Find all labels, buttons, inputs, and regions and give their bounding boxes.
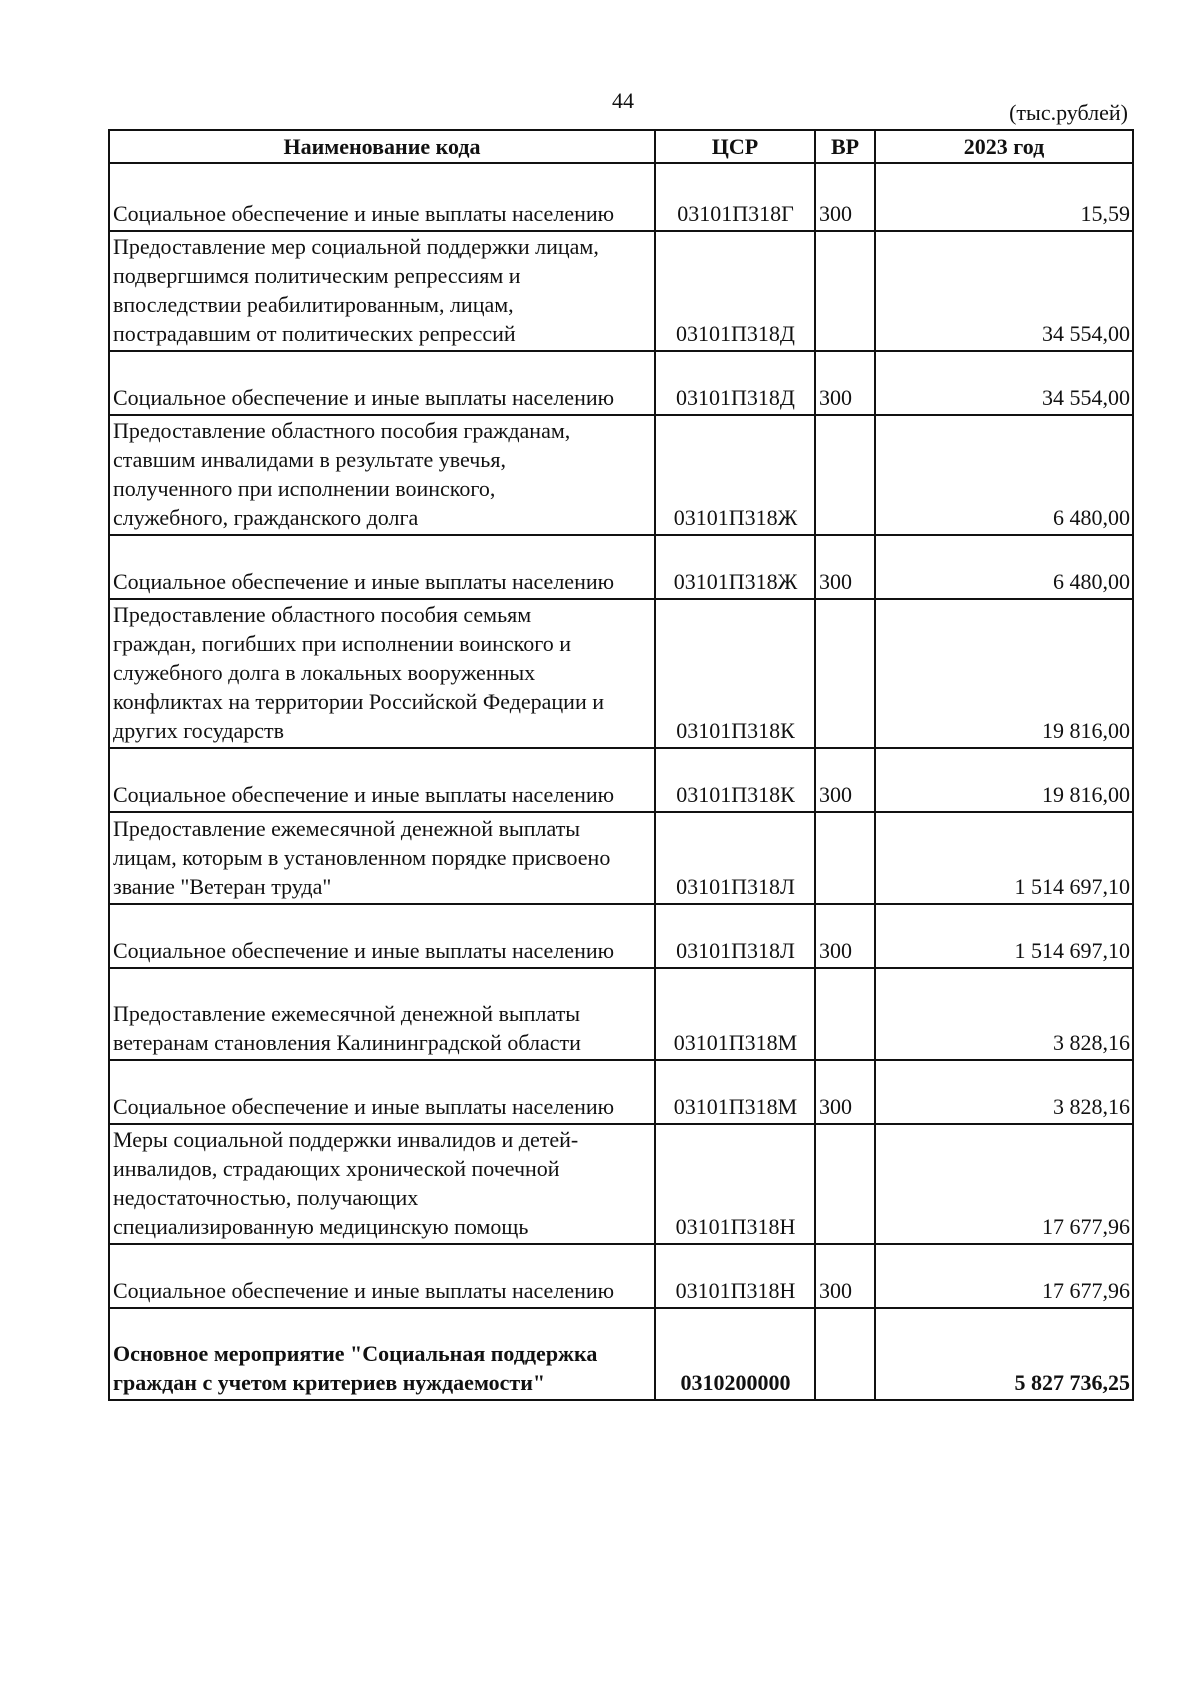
header-vr: ВР: [815, 130, 875, 163]
row-name-line: ставшим инвалидами в результате увечья,: [113, 447, 506, 472]
table-header-row: [109, 130, 1133, 163]
row-name-line: Предоставление областного пособия гражданам,: [113, 418, 571, 443]
row-csr: 03101П318К: [655, 599, 815, 748]
row-vr: [815, 231, 875, 351]
row-amount: 17 677,96: [875, 1124, 1133, 1244]
table-row: [109, 599, 1133, 748]
table-row: [109, 1060, 1133, 1124]
row-vr: [815, 599, 875, 748]
row-csr: 03101П318Ж: [655, 415, 815, 535]
row-amount: 19 816,00: [875, 748, 1133, 812]
row-csr: 03101П318Д: [655, 351, 815, 415]
row-name-line: Социальное обеспечение и иные выплаты населению: [113, 1278, 615, 1303]
row-name-line: Социальное обеспечение и иные выплаты населению: [113, 1094, 615, 1119]
row-vr: 300: [815, 1060, 875, 1124]
table-row: [109, 1244, 1133, 1308]
row-name-line: граждан с учетом критериев нуждаемости": [113, 1370, 546, 1395]
table-row: [109, 351, 1133, 415]
row-amount: 3 828,16: [875, 1060, 1133, 1124]
row-name: [109, 1124, 655, 1244]
row-name-line: недостаточностью, получающих: [113, 1185, 419, 1210]
row-name: [109, 968, 655, 1060]
row-csr: 03101П318М: [655, 1060, 815, 1124]
row-amount: 3 828,16: [875, 968, 1133, 1060]
table-row: [109, 904, 1133, 968]
row-name-line: Социальное обеспечение и иные выплаты населению: [113, 938, 615, 963]
row-name-line: ветеранам становления Калининградской области: [113, 1030, 581, 1055]
row-csr: 03101П318Г: [655, 163, 815, 231]
row-name-line: инвалидов, страдающих хронической почечной: [113, 1156, 560, 1181]
table-row: [109, 231, 1133, 351]
table-row: [109, 968, 1133, 1060]
row-vr: [815, 1124, 875, 1244]
row-amount: 6 480,00: [875, 535, 1133, 599]
row-amount: 15,59: [875, 163, 1133, 231]
row-amount: 34 554,00: [875, 231, 1133, 351]
row-vr: [815, 1308, 875, 1400]
row-csr: 03101П318Н: [655, 1124, 815, 1244]
table-body: [109, 163, 1133, 1400]
row-name-line: Предоставление областного пособия семьям: [113, 602, 532, 627]
row-name: [109, 1244, 655, 1308]
row-amount: 19 816,00: [875, 599, 1133, 748]
row-csr: 03101П318М: [655, 968, 815, 1060]
row-name-line: конфликтах на территории Российской Федерации и: [113, 689, 605, 714]
row-csr: 03101П318Д: [655, 231, 815, 351]
row-vr: 300: [815, 1244, 875, 1308]
row-csr: 03101П318Н: [655, 1244, 815, 1308]
row-csr: 03101П318Ж: [655, 535, 815, 599]
row-name: [109, 415, 655, 535]
table-row: [109, 1308, 1133, 1400]
units-label: (тыс.рублей): [1009, 100, 1128, 125]
row-name-line: полученного при исполнении воинского,: [113, 476, 496, 501]
row-name-line: пострадавшим от политических репрессий: [113, 321, 516, 346]
row-name: [109, 748, 655, 812]
row-name-line: граждан, погибших при исполнении воинского и: [113, 631, 571, 656]
table-row: [109, 748, 1133, 812]
row-amount: 34 554,00: [875, 351, 1133, 415]
table-row: [109, 1124, 1133, 1244]
table-row: [109, 535, 1133, 599]
row-vr: [815, 812, 875, 904]
row-vr: 300: [815, 535, 875, 599]
row-amount: 5 827 736,25: [875, 1308, 1133, 1400]
table-row: [109, 812, 1133, 904]
header-name: Наименование кода: [109, 130, 655, 163]
row-csr: 0310200000: [655, 1308, 815, 1400]
row-amount: 1 514 697,10: [875, 904, 1133, 968]
row-vr: 300: [815, 351, 875, 415]
row-name-line: впоследствии реабилитированным, лицам,: [113, 292, 514, 317]
row-csr: 03101П318Л: [655, 812, 815, 904]
row-amount: 17 677,96: [875, 1244, 1133, 1308]
row-vr: 300: [815, 748, 875, 812]
row-name-line: Меры социальной поддержки инвалидов и детей-: [113, 1127, 579, 1152]
table-row: [109, 415, 1133, 535]
row-name: [109, 535, 655, 599]
row-name-line: Основное мероприятие "Социальная поддержка: [113, 1341, 598, 1366]
row-amount: 1 514 697,10: [875, 812, 1133, 904]
row-amount: 6 480,00: [875, 415, 1133, 535]
row-name: [109, 812, 655, 904]
row-name-line: Социальное обеспечение и иные выплаты населению: [113, 569, 615, 594]
row-vr: [815, 415, 875, 535]
row-name: [109, 599, 655, 748]
row-csr: 03101П318Л: [655, 904, 815, 968]
row-name: [109, 231, 655, 351]
row-name-line: звание "Ветеран труда": [113, 874, 332, 899]
row-vr: [815, 968, 875, 1060]
row-name-line: служебного, гражданского долга: [113, 505, 419, 530]
row-csr: 03101П318К: [655, 748, 815, 812]
row-name: [109, 1308, 655, 1400]
row-name-line: других государств: [113, 718, 285, 743]
row-name-line: Социальное обеспечение и иные выплаты населению: [113, 201, 615, 226]
header-year: 2023 год: [875, 130, 1133, 163]
row-name-line: Предоставление ежемесячной денежной выплаты: [113, 816, 581, 841]
row-name-line: Социальное обеспечение и иные выплаты населению: [113, 385, 615, 410]
budget-table: [108, 129, 1134, 1401]
row-name: [109, 1060, 655, 1124]
header-csr: ЦСР: [655, 130, 815, 163]
page-number: 44: [612, 88, 634, 113]
row-name-line: Предоставление ежемесячной денежной выплаты: [113, 1001, 581, 1026]
row-vr: 300: [815, 904, 875, 968]
row-name-line: подвергшимся политическим репрессиям и: [113, 263, 521, 288]
row-name-line: Предоставление мер социальной поддержки лицам,: [113, 234, 599, 259]
row-vr: 300: [815, 163, 875, 231]
row-name: [109, 351, 655, 415]
row-name: [109, 904, 655, 968]
row-name-line: специализированную медицинскую помощь: [113, 1214, 529, 1239]
row-name-line: Социальное обеспечение и иные выплаты населению: [113, 782, 615, 807]
row-name: [109, 163, 655, 231]
row-name-line: служебного долга в локальных вооруженных: [113, 660, 536, 685]
row-name-line: лицам, которым в установленном порядке присвоено: [113, 845, 611, 870]
table-row: [109, 163, 1133, 231]
